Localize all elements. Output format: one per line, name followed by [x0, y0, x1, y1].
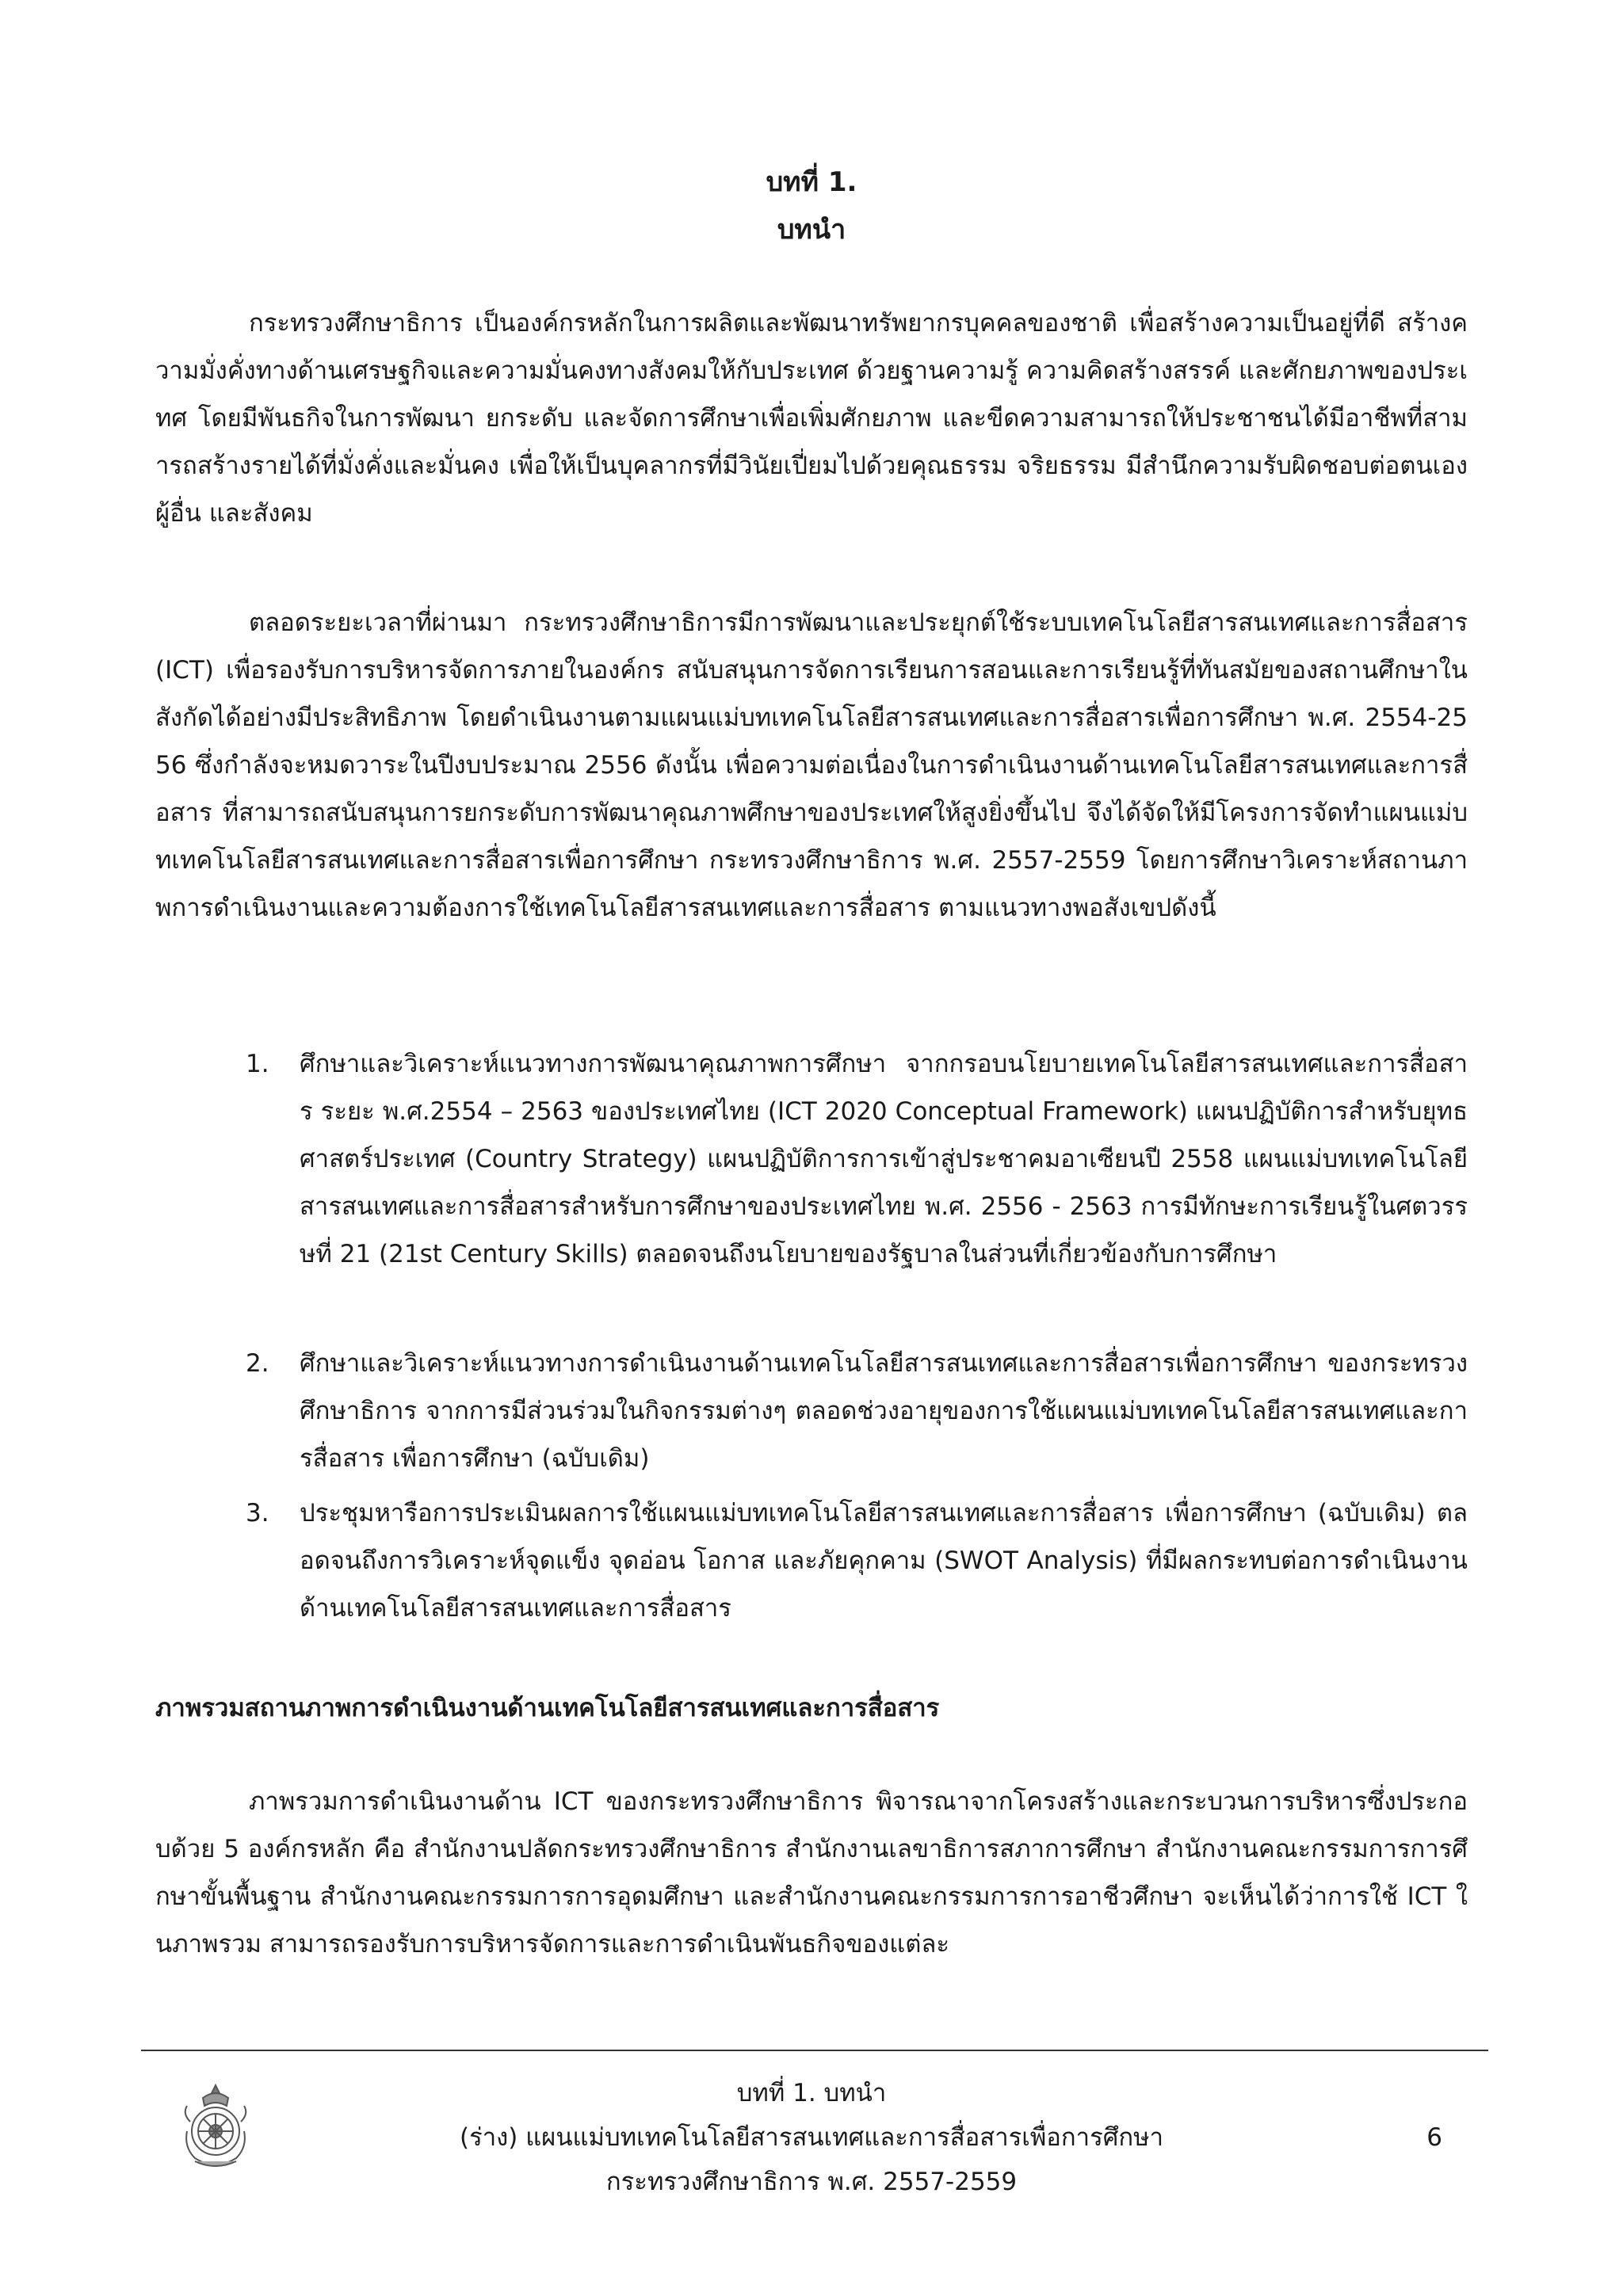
chapter-title: บทนำ — [777, 214, 846, 246]
background-paragraph: ตลอดระยะเวลาที่ผ่านมา กระทรวงศึกษาธิการมีการพัฒนาและประยุกต์ใช้ระบบเทคโนโลยีสารสนเทศและการสื่อสาร (ICT) เพื่อรองรับการบริหารจัดการภายในองค์กร สนับสนุนการจัดการเรียนการสอนและการเรียนรู้ที่ทันสมัยของสถานศึกษาในสังกัดได้อย่างมีประสิทธิภาพ โดยดำเนินงานตามแผนแม่บทเทคโนโลยีสารสนเทศและการสื่อสารเพื่อการศึกษา พ.ศ. 2554-2556 ซึ่งกำลังจะหมดวาระในปีงบประมาณ 2556 ดังนั้น เพื่อความต่อเนื่องในการดำเนินงานด้านเทคโนโลยีสารสนเทศและการสื่อสาร ที่สามารถสนับสนุนการยกระดับการพัฒนาคุณภาพศึกษาของประเทศให้สูงยิ่งขึ้นไป จึงได้จัดให้มีโครงการจัดทำแผนแม่บทเทคโนโลยีสารสนเทศและการสื่อสารเพื่อการศึกษา กระทรวงศึกษาธิการ พ.ศ. 2557-2559 โดยการศึกษาวิเคราะห์สถานภาพการดำเนินงานและความต้องการใช้เทคโนโลยีสารสนเทศและการสื่อสาร ตามแนวทางพอสังเขปดังนี้ — [155, 608, 1468, 922]
footer-chapter: บทที่ 1. บทนำ — [736, 2079, 887, 2107]
intro-paragraph: กระทรวงศึกษาธิการ เป็นองค์กรหลักในการผลิตและพัฒนาทรัพยากรบุคคลของชาติ เพื่อสร้างความเป็นอยู่ที่ดี สร้างความมั่งคั่งทางด้านเศรษฐกิจและความมั่นคงทางสังคมให้กับประเทศ ด้วยฐานความรู้ ความคิดสร้างสรรค์ และศักยภาพของประเทศ โดยมีพันธกิจในการพัฒนา ยกระดับ และจัดการศึกษาเพื่อเพิ่มศักยภาพ และขีดความสามารถให้ประชาชนได้มีอาชีพที่สามารถสร้างรายได้ที่มั่งคั่งและมั่นคง เพื่อให้เป็นบุคลากรที่มีวินัยเปี่ยมไปด้วยคุณธรรม จริยธรรม มีสำนึกความรับผิดชอบต่อตนเอง ผู้อื่น และสังคม — [155, 309, 1468, 528]
section-paragraph: ภาพรวมการดำเนินงานด้าน ICT ของกระทรวงศึกษาธิการ พิจารณาจากโครงสร้างและกระบวนการบริหารซึ่งประกอบด้วย 5 องค์กรหลัก คือ สำนักงานปลัดกระทรวงศึกษาธิการ สำนักงานเลขาธิการสภาการศึกษา สำนักงานคณะกรรมการการศึกษาขั้นพื้นฐาน สำนักงานคณะกรรมการการอุดมศึกษา และสำนักงานคณะกรรมการการอาชีวศึกษา จะเห็นได้ว่าการใช้ ICT ในภาพรวม สามารถรองรับการบริหารจัดการและการดำเนินพันธกิจของแต่ละ — [155, 1787, 1468, 1958]
list-item-text: ประชุมหารือการประเมินผลการใช้แผนแม่บทเทคโนโลยีสารสนเทศและการสื่อสาร เพื่อการศึกษา (ฉบับเดิม) ตลอดจนถึงการวิเคราะห์จุดแข็ง จุดอ่อน โอกาส และภัยคุกคาม (SWOT Analysis) ที่มีผลกระทบต่อการดำเนินงานด้านเทคโนโลยีสารสนเทศและการสื่อสาร — [300, 1499, 1468, 1623]
list-item-number: 2. — [246, 1349, 269, 1378]
section-heading: ภาพรวมสถานภาพการดำเนินงานด้านเทคโนโลยีสารสนเทศและการสื่อสาร — [155, 1694, 940, 1722]
footer-ministry-years: กระทรวงศึกษาธิการ พ.ศ. 2557-2559 — [605, 2168, 1018, 2196]
list-item-number: 3. — [246, 1499, 269, 1527]
page-number: 6 — [1426, 2123, 1442, 2152]
footer-divider — [141, 2050, 1488, 2051]
list-item — [246, 1340, 1468, 1482]
list-item-text: ศึกษาและวิเคราะห์แนวทางการพัฒนาคุณภาพการศึกษา จากกรอบนโยบายเทคโนโลยีสารสนเทศและการสื่อสาร ระยะ พ.ศ.2554 – 2563 ของประเทศไทย (ICT 2020 Conceptual Framework) แผนปฏิบัติการสำหรับยุทธศาสตร์ประเทศ (Country Strategy) แผนปฏิบัติการการเข้าสู่ประชาคมอาเซียนปี 2558 แผนแม่บทเทคโนโลยีสารสนเทศและการสื่อสารสำหรับการศึกษาของประเทศไทย พ.ศ. 2556 - 2563 การมีทักษะการเรียนรู้ในศตวรรษที่ 21 (21st Century Skills) ตลอดจนถึงนโยบายของรัฐบาลในส่วนที่เกี่ยวข้องกับการศึกษา — [300, 1050, 1468, 1268]
list-item — [246, 1040, 1468, 1278]
chapter-number-title: บทที่ 1. — [766, 166, 857, 198]
list-item-text: ศึกษาและวิเคราะห์แนวทางการดำเนินงานด้านเทคโนโลยีสารสนเทศและการสื่อสารเพื่อการศึกษา ของกระทรวงศึกษาธิการ จากการมีส่วนร่วมในกิจกรรมต่างๆ ตลอดช่วงอายุของการใช้แผนแม่บทเทคโนโลยีสารสนเทศและการสื่อสาร เพื่อการศึกษา (ฉบับเดิม) — [300, 1349, 1468, 1473]
footer-document-title: (ร่าง) แผนแม่บทเทคโนโลยีสารสนเทศและการสื่อสารเพื่อการศึกษา — [459, 2123, 1164, 2152]
list-item — [246, 1489, 1468, 1632]
list-item-number: 1. — [246, 1050, 269, 1078]
